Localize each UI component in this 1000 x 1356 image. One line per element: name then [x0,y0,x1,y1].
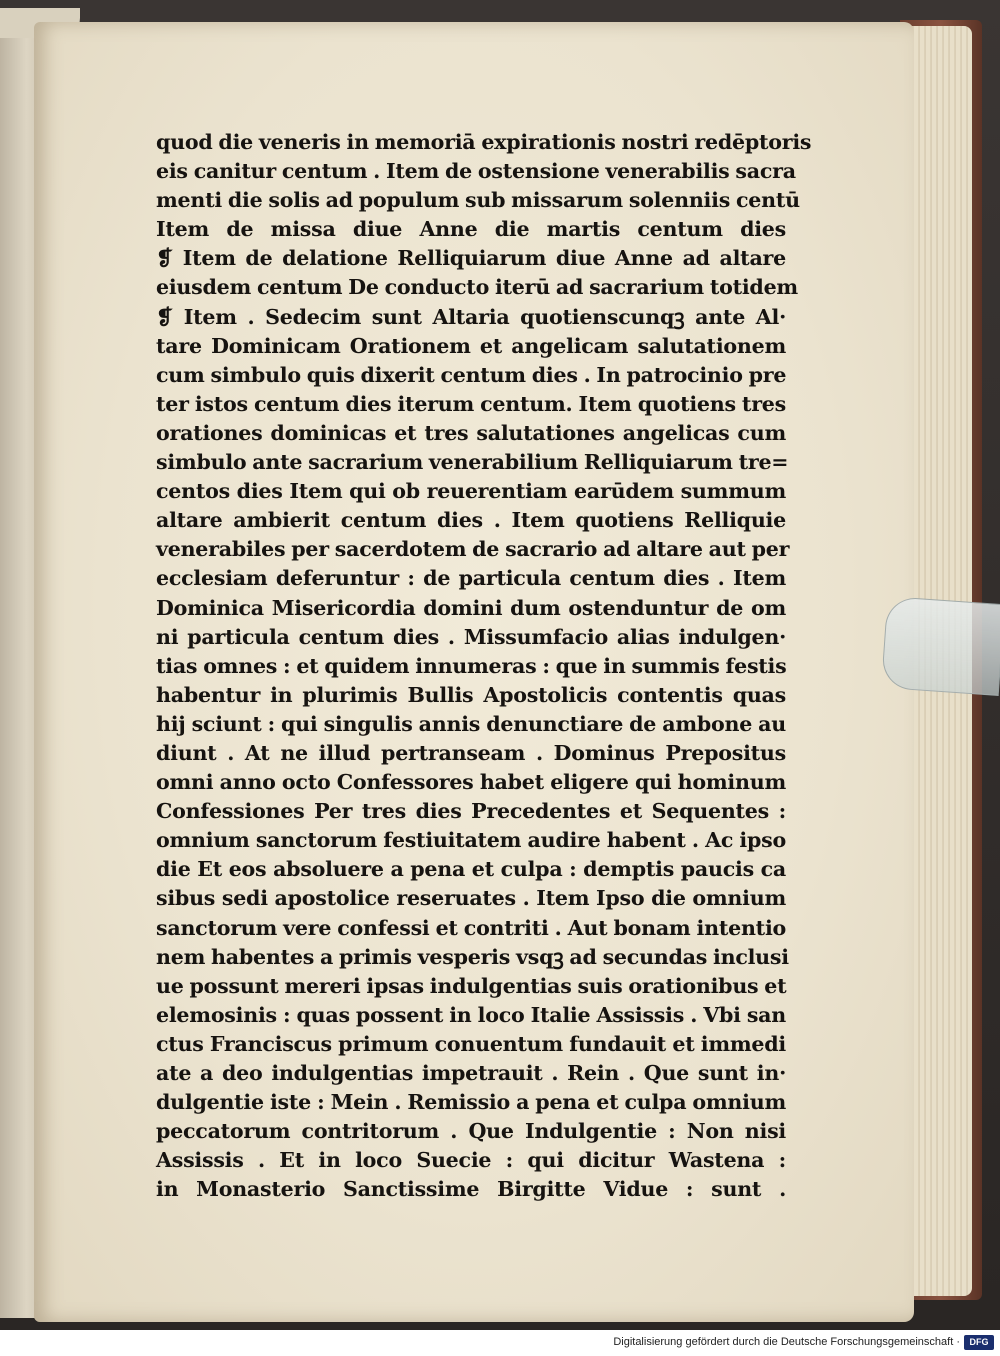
text-line: ni particula centum dies . Missumfacio alias indulgen· [156,624,786,649]
text-line: Dominica Misericordia domini dum ostenduntur de om [156,595,786,620]
text-line: altare ambierit centum dies . Item quotiens Relliquie [156,508,786,533]
text-line: ate a deo indulgentias impetrauit . Rein . Que sunt in· [156,1061,786,1085]
text-line: tias omnes : et quidem innumeras : que in summis festis [156,653,787,678]
text-line: Item de missa diue Anne die martis centum dies [156,217,786,242]
text-line: venerabiles per sacerdotem de sacrario ad altare aut per [156,537,790,562]
text-line: orationes dominicas et tres salutationes angelicas cum [156,420,786,445]
text-line: omni anno octo Confessores habet eligere qui hominum [156,770,786,795]
text-line: Confessiones Per tres dies Precedentes et Sequentes : [156,799,786,824]
text-line: Assissis . Et in loco Suecie : qui dicitur Wastena : [156,1148,786,1173]
text-line: die Et eos absoluere a pena et culpa : demptis paucis ca [156,857,786,882]
text-line: elemosinis : quas possent in loco Italie Assissis . Vbi san [156,1002,786,1027]
text-line: ❡ Item . Sedecim sunt Altaria quotienscunqꝫ ante Al· [156,304,786,329]
text-line: tare Dominicam Orationem et angelicam salutationem [156,333,786,358]
text-line: diunt . At ne illud pertranseam . Dominus Prepositus [156,740,786,765]
page-text-block [156,128,812,1204]
text-line: in Monasterio Sanctissime Birgitte Vidue : sunt . [156,1177,786,1202]
text-line: omnium sanctorum festiuitatem audire habent . Ac ipso [156,828,786,853]
text-line: eis canitur centum . Item de ostensione venerabilis sacra [156,159,796,184]
text-line: cum simbulo quis dixerit centum dies . In patrocinio pre [156,362,787,387]
text-line: sanctorum vere confessi et contriti . Aut bonam intentio [156,915,786,940]
text-line: quod die veneris in memoriā expirationis nostri redēptoris [156,130,812,154]
footer-bar [0,1330,1000,1356]
text-line: ctus Franciscus primum conuentum fundauit et immedi [156,1031,786,1056]
text-line: peccatorum contritorum . Que Indulgentie : Non nisi [156,1119,786,1144]
text-line: dulgentie iste : Mein . Remissio a pena et culpa omnium [156,1090,786,1115]
text-line: simbulo ante sacrarium venerabilium Relliquiarum tre= [156,450,789,475]
text-line: eiusdem centum De conducto iterū ad sacrarium totidem [156,275,798,300]
text-line: menti die solis ad populum sub missarum solenniis centū [156,188,800,213]
text-line: habentur in plurimis Bullis Apostolicis contentis quas [156,682,786,707]
text-line: sibus sedi apostolice reseruates . Item Ipso die omnium [156,886,786,911]
text-line: centos dies Item qui ob reuerentiam earūdem summum [156,479,786,504]
page-clip [881,596,1000,696]
funding-credit: Digitalisierung gefördert durch die Deutsche Forschungsgemeinschaft · [613,1336,960,1348]
text-line: ter istos centum dies iterum centum. Item quotiens tres [156,391,786,416]
text-line: ecclesiam deferuntur : de particula centum dies . Item [156,566,786,591]
dfg-logo: DFG [964,1335,994,1350]
text-line: nem habentes a primis vesperis vsqꝫ ad secundas inclusi [156,944,789,969]
text-line: hij sciunt : qui singulis annis denunctiare de ambone au [156,711,786,736]
text-line: ❡ Item de delatione Relliquiarum diue Anne ad altare [156,246,786,271]
text-line: ue possunt mereri ipsas indulgentias suis orationibus et [156,973,787,998]
